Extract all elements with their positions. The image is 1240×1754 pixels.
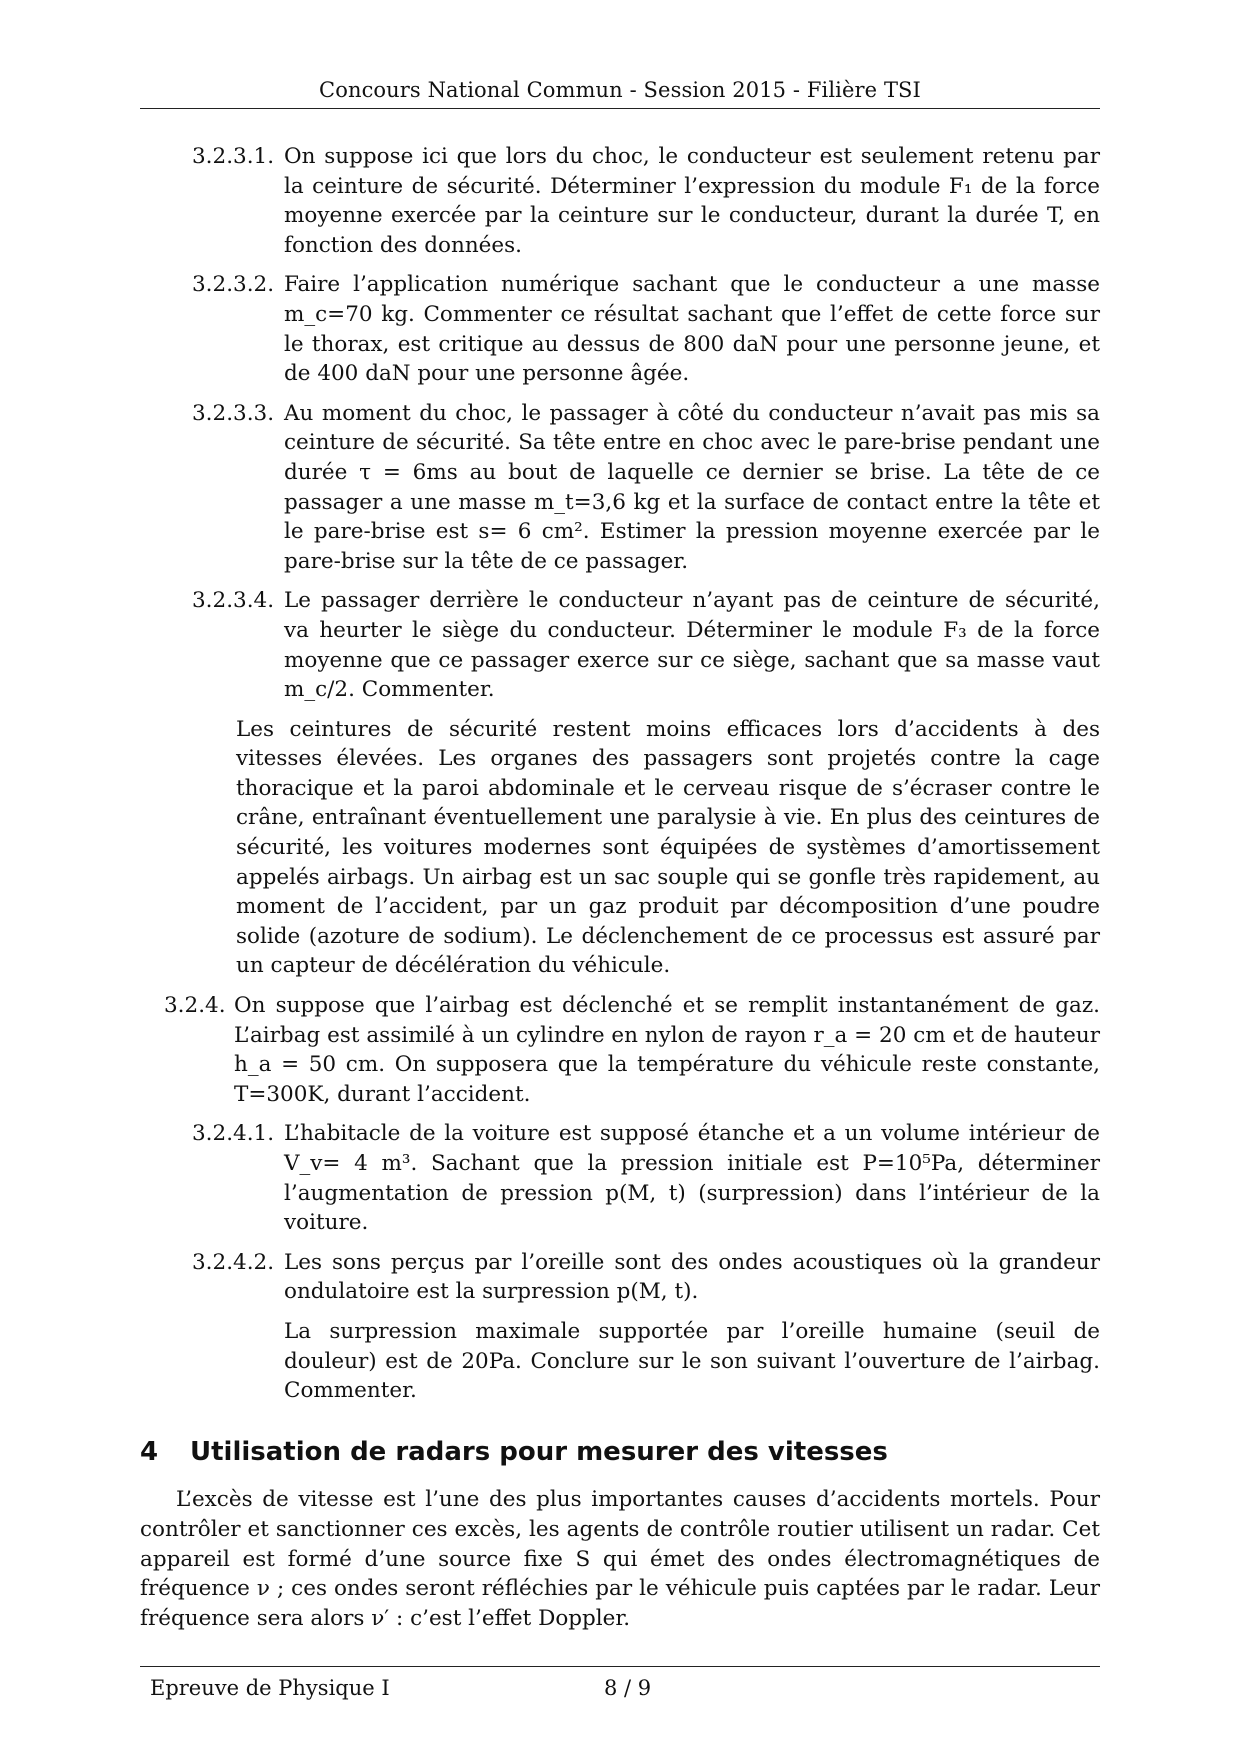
question-3-2-4-1 [140, 1119, 1100, 1237]
section-heading [140, 1438, 1100, 1468]
header-rule [140, 108, 1100, 109]
section-paragraph: L’excès de vitesse est l’une des plus importantes causes d’accidents mortels. Pour contrôler et sanctionner ces excès, les agents de contrôle routier utilisent un radar. Cet appareil est formé d’une source fixe S qui émet des ondes électromagnétiques de fréquence ν ; ces ondes seront réfléchies par le véhicule puis captées par le radar. Leur fréquence sera alors ν′ : c’est l’effet Doppler. [140, 1487, 1100, 1631]
question-text-continued: La surpression maximale supportée par l’oreille humaine (seuil de douleur) est de 20Pa. Conclure sur le son suivant l’ouverture de l’airbag. Commenter. [284, 1318, 1100, 1404]
question-text: Faire l’application numérique sachant que le conducteur a une masse m_c=70 kg. Commenter ce résultat sachant que l’effet de cette force sur le thorax, est critique au dessus de 800 daN pour une personne jeune, et de 400 daN pour une personne âgée. [284, 272, 1100, 387]
section-title: Utilisation de radars pour mesurer des vitesses [190, 1436, 888, 1467]
page-header: Concours National Commun - Session 2015 - Filière TSI [319, 78, 921, 102]
question-3-2-3-3 [140, 399, 1100, 577]
question-number: 3.2.3.4. [192, 588, 275, 614]
question-3-2-3-4 [140, 586, 1100, 704]
exam-name: Epreuve de Physique I [150, 1676, 390, 1700]
question-text: Les sons perçus par l’oreille sont des ondes acoustiques où la grandeur ondulatoire est la surpression p(M, t). [284, 1249, 1100, 1305]
question-number: 3.2.3.1. [192, 144, 275, 169]
footer-rule [140, 1666, 1100, 1667]
question-number: 3.2.3.3. [192, 400, 275, 426]
question-number: 3.2.4.2. [192, 1249, 275, 1275]
question-3-2-3-2 [140, 270, 1100, 388]
question-3-2-4-2 [140, 1248, 1100, 1406]
question-text: On suppose ici que lors du choc, le conducteur est seulement retenu par la ceinture de sécurité. Déterminer l’expression du module F₁ de la force moyenne exercée par la ceinture sur le conducteur, durant la durée T, en fonction des données. [284, 144, 1100, 258]
question-3-2-4 [140, 991, 1100, 1109]
question-number: 3.2.4.1. [192, 1121, 275, 1147]
page-number: 8 / 9 [604, 1676, 652, 1700]
question-text: L’habitacle de la voiture est supposé étanche et a un volume intérieur de V_v= 4 m³. Sachant que la pression initiale est P=10⁵Pa, déterminer l’augmentation de pression p(M, t) (surpression) dans l’intérieur de la voiture. [284, 1121, 1100, 1236]
question-text: Au moment du choc, le passager à côté du conducteur n’avait pas mis sa ceinture de sécurité. Sa tête entre en choc avec le pare-brise pendant une durée τ = 6ms au bout de laquelle ce dernier se brise. La tête de ce passager a une masse m_t=3,6 kg et la surface de contact entre la tête et le pare-brise est s= 6 cm². Estimer la pression moyenne exercée par le pare-brise sur la tête de ce passager. [284, 400, 1100, 574]
question-number: 3.2.3.2. [192, 272, 275, 298]
page-content [140, 142, 1100, 1643]
question-3-2-3-1 [140, 142, 1100, 260]
question-number: 3.2.4. [164, 993, 226, 1019]
airbag-paragraph: Les ceintures de sécurité restent moins efficaces lors d’accidents à des vitesses élevées. Les organes des passagers sont projetés contre la cage thoracique et la paroi abdominale et le cerveau risque de s’écraser contre le crâne, entraînant éventuellement une paralysie à vie. En plus des ceintures de sécurité, les voitures modernes sont équipées de systèmes d’amortissement appelés airbags. Un airbag est un sac souple qui se gonfle très rapidement, au moment de l’accident, par un gaz produit par décomposition d’une poudre solide (azoture de sodium). Le déclenchement de ce processus est assuré par un capteur de décélération du véhicule. [236, 716, 1100, 979]
section-number: 4 [140, 1436, 159, 1467]
question-text: Le passager derrière le conducteur n’ayant pas de ceinture de sécurité, va heurter le siège du conducteur. Déterminer le module F₃ de la force moyenne que ce passager exerce sur ce siège, sachant que sa masse vaut m_c/2. Commenter. [284, 588, 1100, 703]
question-text: On suppose que l’airbag est déclenché et se remplit instantanément de gaz. L’airbag est assimilé à un cylindre en nylon de rayon r_a = 20 cm et de hauteur h_a = 50 cm. On supposera que la température du véhicule reste constante, T=300K, durant l’accident. [234, 993, 1100, 1107]
